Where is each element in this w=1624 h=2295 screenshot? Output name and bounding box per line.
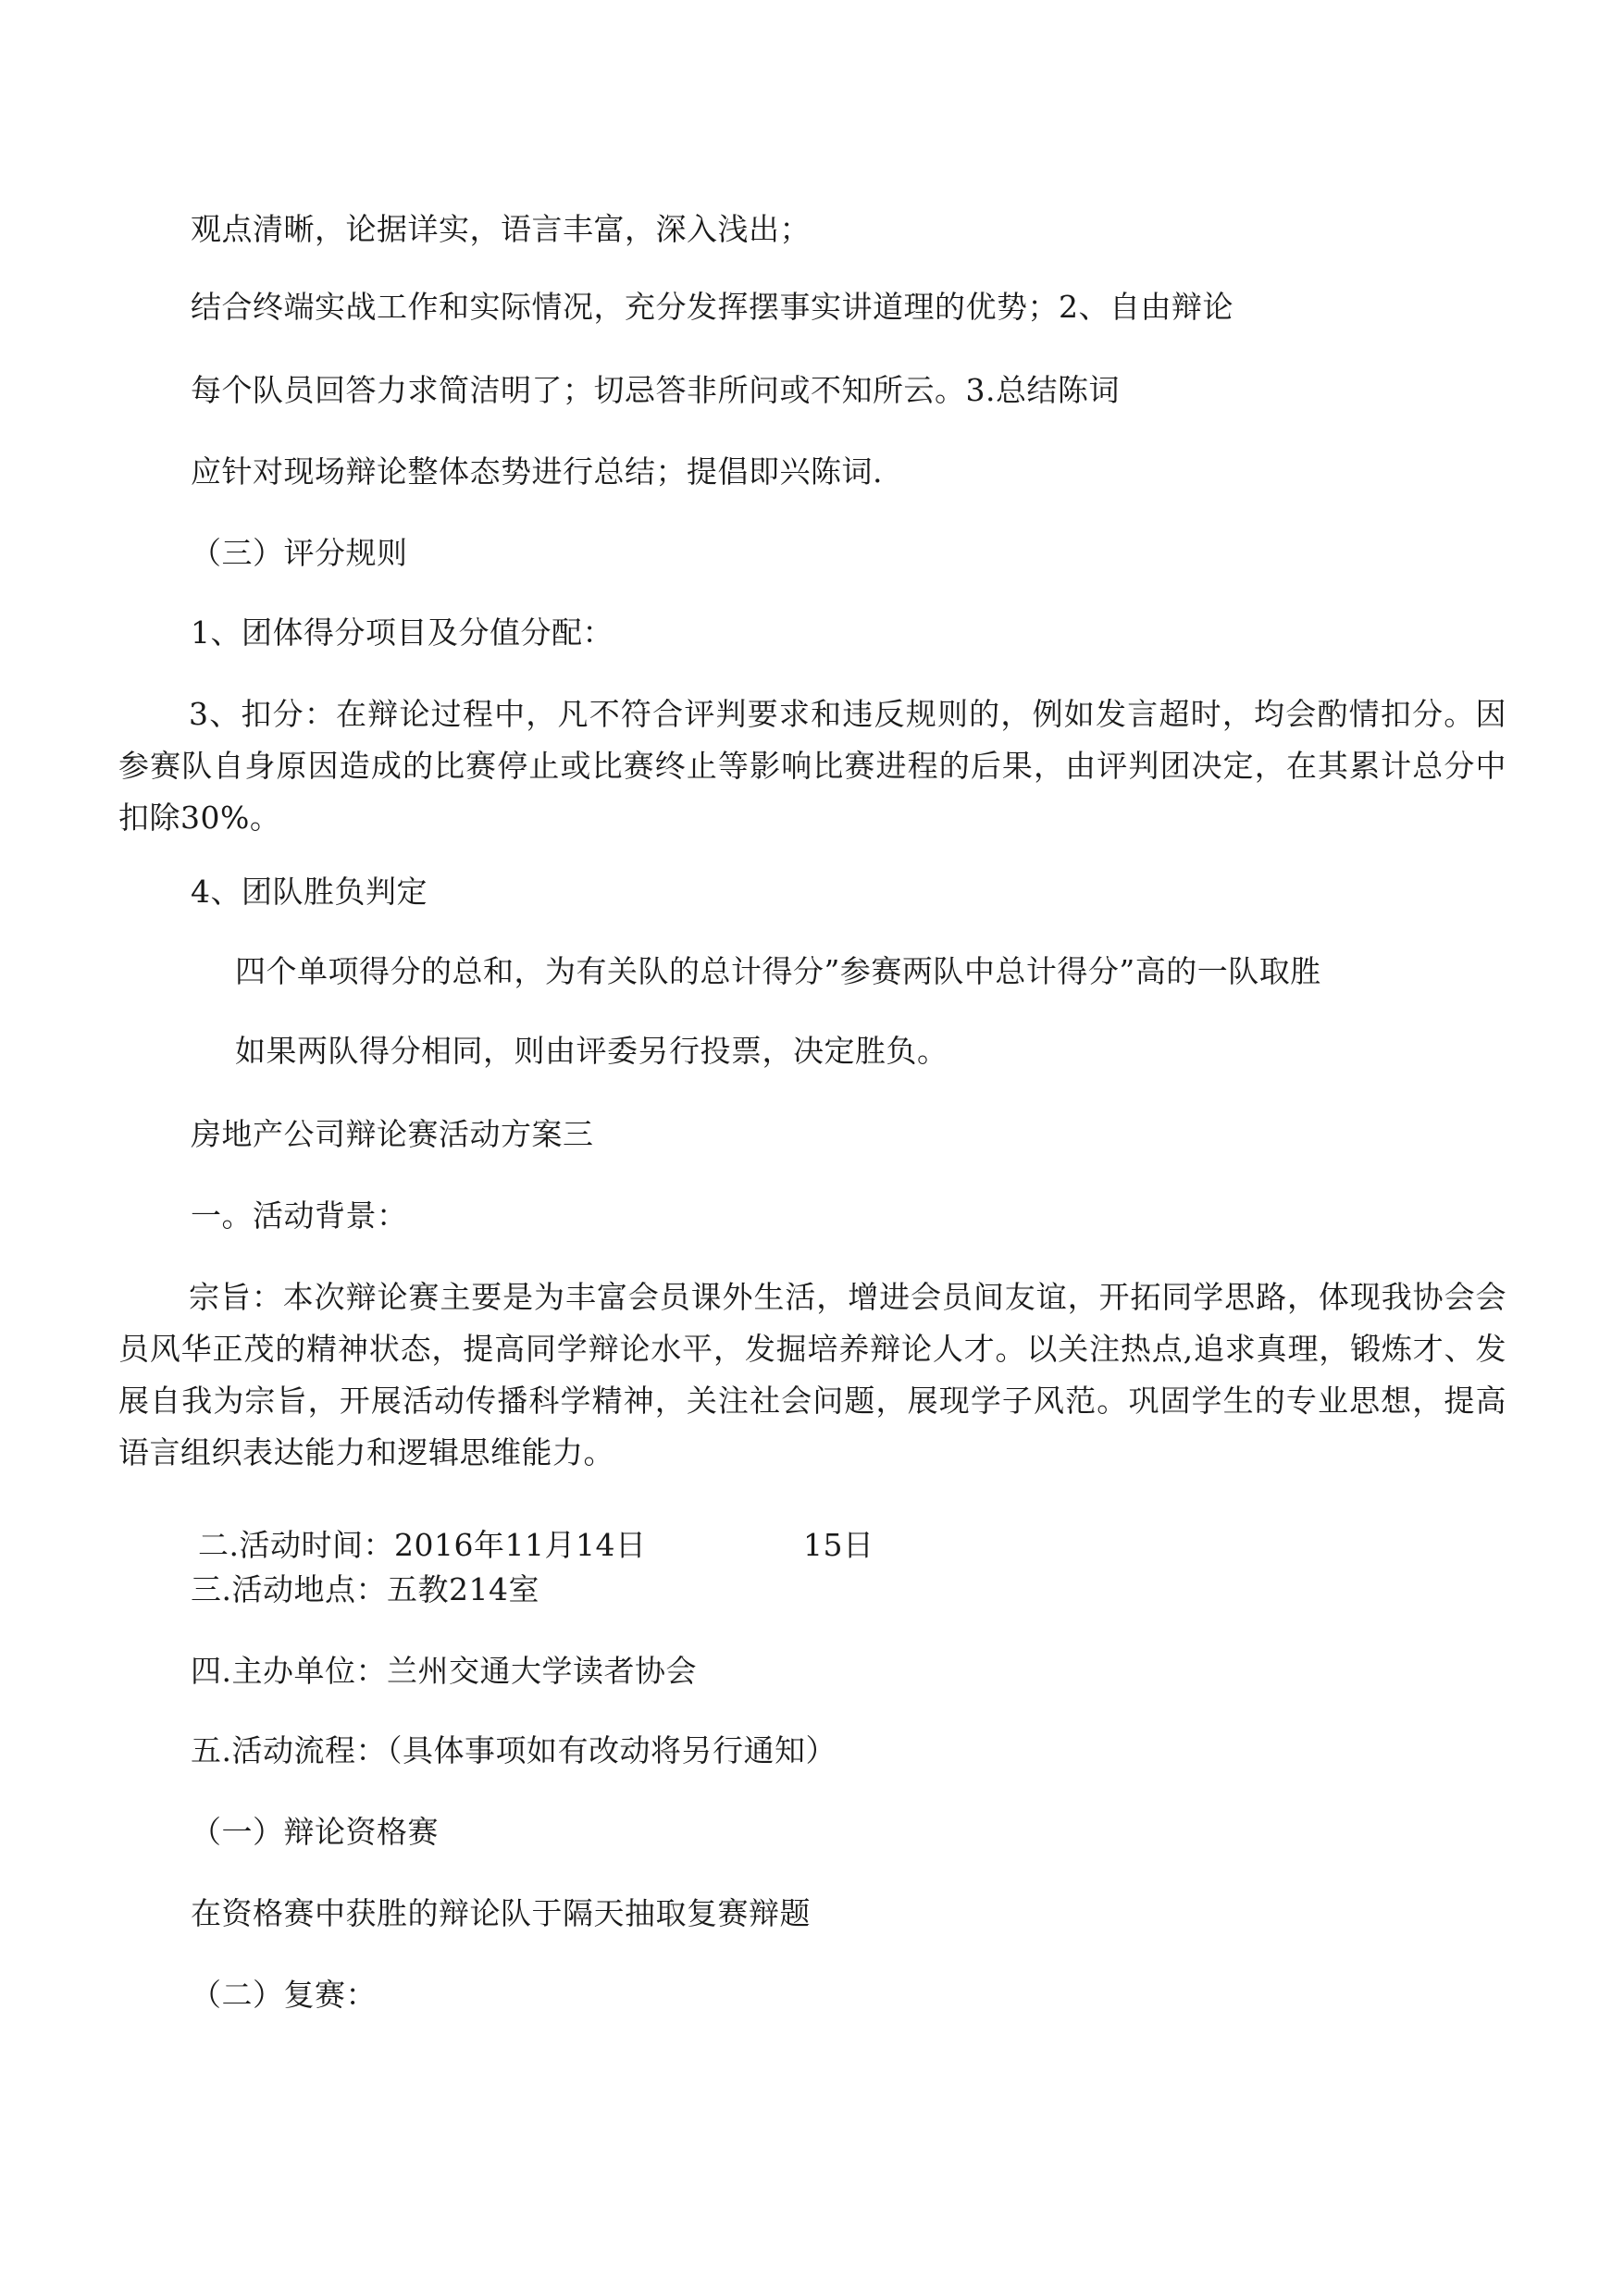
- text-line: 结合终端实战工作和实际情况，充分发挥摆事实讲道理的优势；2、自由辩论: [191, 289, 1233, 325]
- text-line: 观点清晰，论据详实，语言丰富，深入浅出；: [191, 211, 811, 247]
- section-heading: 一。活动背景：: [191, 1197, 408, 1234]
- text-line: 如果两队得分相同，则由评委另行投票，决定胜负。: [235, 1033, 948, 1069]
- text-line: 在资格赛中获胜的辩论队于隔天抽取复赛辩题: [191, 1895, 811, 1931]
- text-line: 15日: [803, 1527, 874, 1563]
- text-line: 4、团队胜负判定: [191, 874, 428, 910]
- section-heading: （一）辩论资格赛: [191, 1814, 439, 1850]
- paragraph-deduction: 3、扣分：在辩论过程中，凡不符合评判要求和违反规则的，例如发言超时，均会酌情扣分。因参赛队自身原因造成的比赛停止或比赛终止等影响比赛进程的后果，由评判团决定，在其累计总分中扣除30%。: [118, 696, 1506, 836]
- section-heading: （二）复赛：: [191, 1977, 377, 2013]
- text-line: 三.活动地点：五教214室: [191, 1571, 539, 1607]
- text-line: 每个队员回答力求简洁明了；切忌答非所问或不知所云。3.总结陈词: [191, 372, 1120, 408]
- paragraph-purpose: 宗旨：本次辩论赛主要是为丰富会员课外生活，增进会员间友谊，开拓同学思路，体现我协会会员风华正茂的精神状态，提高同学辩论水平，发掘培养辩论人才。以关注热点,追求真理，锻炼才、发展自我为宗旨，开展活动传播科学精神，关注社会问题，展现学子风范。巩固学生的专业思想，提高语言组织表达能力和逻辑思维能力。: [118, 1279, 1506, 1470]
- text-line: 四.主办单位：兰州交通大学读者协会: [191, 1653, 697, 1689]
- text-line: 1、团体得分项目及分值分配：: [191, 614, 614, 651]
- text-line: 应针对现场辩论整体态势进行总结；提倡即兴陈词.: [191, 453, 883, 490]
- document-subtitle: 房地产公司辩论赛活动方案三: [191, 1116, 594, 1152]
- text-line: 四个单项得分的总和，为有关队的总计得分”参赛两队中总计得分”高的一队取胜: [235, 953, 1321, 989]
- text-line: 五.活动流程：（具体事项如有改动将另行通知）: [191, 1732, 837, 1768]
- section-heading: （三）评分规则: [191, 535, 408, 571]
- text-line: 二.活动时间：2016年11月14日: [198, 1527, 647, 1563]
